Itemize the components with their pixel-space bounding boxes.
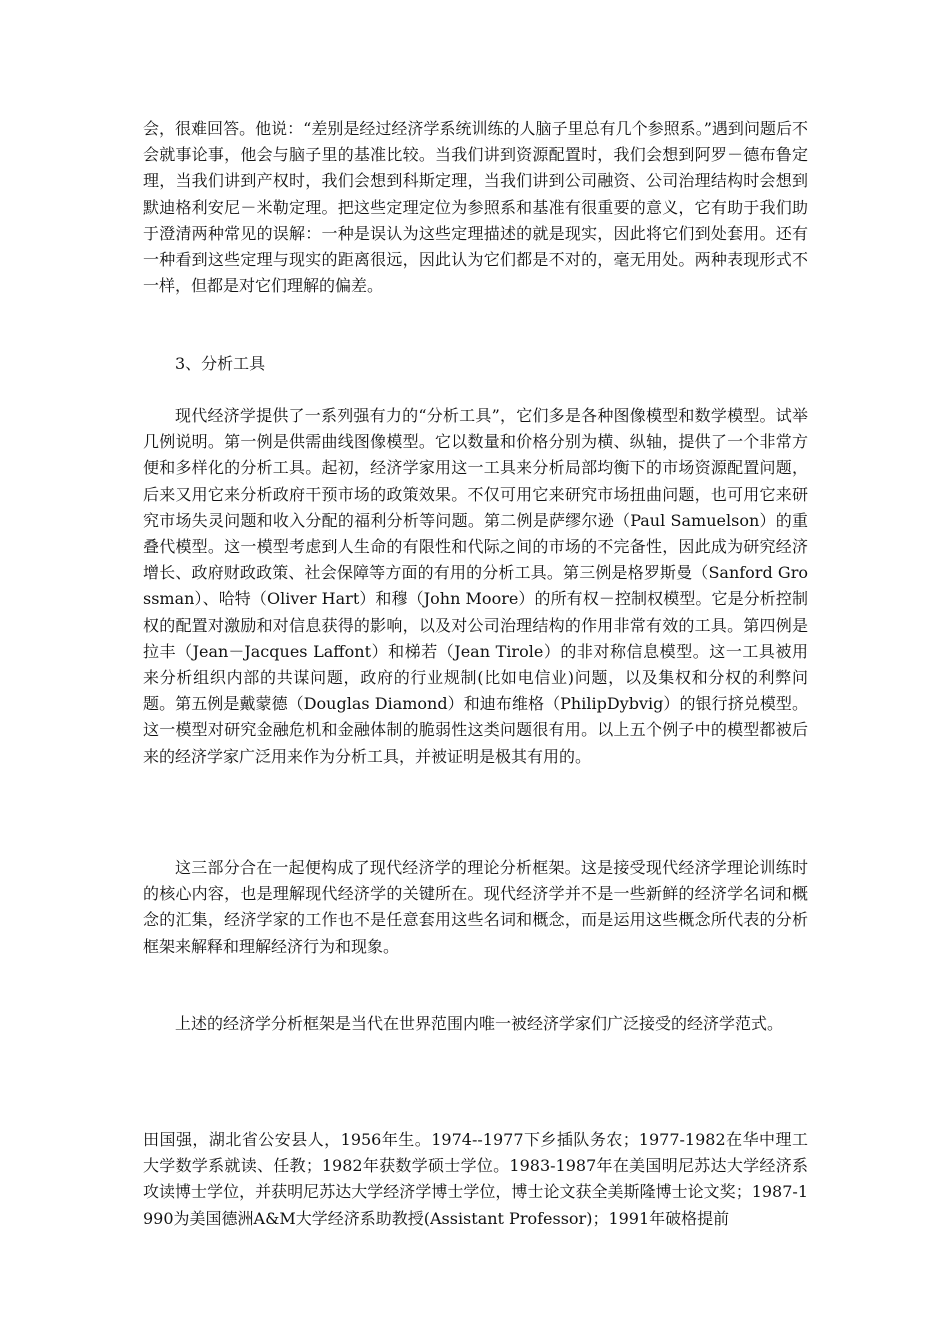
paragraph-paradigm: 上述的经济学分析框架是当代在世界范围内唯一被经济学家们广泛接受的经济学范式。 xyxy=(175,1014,784,1033)
paragraph-reference-frames: 会，很难回答。他说：“差别是经过经济学系统训练的人脑子里总有几个参照系。”遇到问题后不会就事论事，他会与脑子里的基准比较。当我们讲到资源配置时，我们会想到阿罗－德布鲁定理，当我们讲到产权时，我们会想到科斯定理，当我们讲到公司融资、公司治理结构时会想到默迪格利安尼－米勒定理。把这些定理定位为参照系和基准有很重要的意义，它有助于我们助于澄清两种常见的误解：一种是误认为这些定理描述的就是现实，因此将它们到处套用。还有一种看到这些定理与现实的距离很远，因此认为它们都是不对的，毫无用处。两种表现形式不一样，但都是对它们理解的偏差。 xyxy=(143,119,808,296)
author-bio: 田国强，湖北省公安县人，1956年生。1974--1977下乡插队务农；1977-1982在华中理工大学数学系就读、任教；1982年获数学硕士学位。1983-1987年在美国明尼苏达大学经济系攻读博士学位，并获明尼苏达大学经济学博士学位，博士论文获全美斯隆博士论文奖；1987-1990为美国德洲A&M大学经济系助教授(Assistant Professor)；1991年破格提前 xyxy=(143,1130,808,1228)
paragraph-framework-summary: 这三部分合在一起便构成了现代经济学的理论分析框架。这是接受现代经济学理论训练时的核心内容，也是理解现代经济学的关键所在。现代经济学并不是一些新鲜的经济学名词和概念的汇集，经济学家的工作也不是任意套用这些名词和概念，而是运用这些概念所代表的分析框架来解释和理解经济行为和现象。 xyxy=(143,858,808,956)
paragraph-analysis-tools: 现代经济学提供了一系列强有力的“分析工具”，它们多是各种图像模型和数学模型。试举几例说明。第一例是供需曲线图像模型。它以数量和价格分别为横、纵轴，提供了一个非常方便和多样化的分析工具。起初，经济学家用这一工具来分析局部均衡下的市场资源配置问题，后来又用它来分析政府干预市场的政策效果。不仅可用它来研究市场扭曲问题，也可用它来研究市场失灵问题和收入分配的福利分析等问题。第二例是萨缪尔逊（Paul Samuelson）的重叠代模型。这一模型考虑到人生命的有限性和代际之间的市场的不完备性，因此成为研究经济增长、政府财政政策、社会保障等方面的有用的分析工具。第三例是格罗斯曼（Sanford Grossman）、哈特（Oliver Hart）和穆（John Moore）的所有权－控制权模型。它是分析控制权的配置对激励和对信息获得的影响，以及对公司治理结构的作用非常有效的工具。第四例是拉丰（Jean－Jacques Laffont）和梯若（Jean Tirole）的非对称信息模型。这一工具被用来分析组织内部的共谋问题，政府的行业规制(比如电信业)问题，以及集权和分权的利弊问题。第五例是戴蒙德（Douglas Diamond）和迪布维格（PhilipDybvig）的银行挤兑模型。这一模型对研究金融危机和金融体制的脆弱性这类问题很有用。以上五个例子中的模型都被后来的经济学家广泛用来作为分析工具，并被证明是极其有用的。 xyxy=(143,406,808,766)
section-heading-analysis-tools: 3、分析工具 xyxy=(175,354,266,373)
